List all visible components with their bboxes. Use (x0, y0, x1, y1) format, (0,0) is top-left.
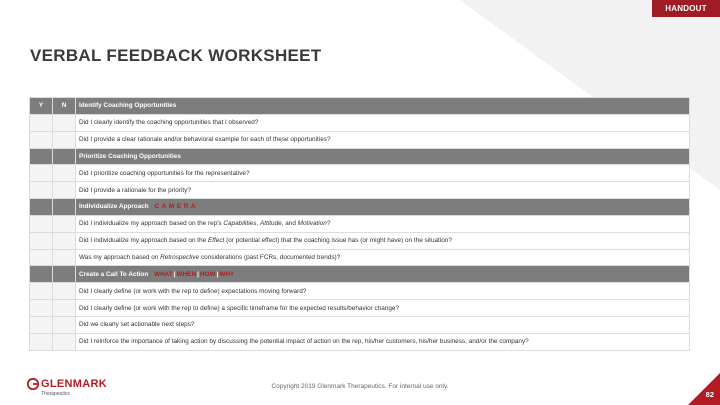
yes-checkbox[interactable] (30, 114, 53, 131)
question-row (30, 300, 690, 317)
page-title: VERBAL FEEDBACK WORKSHEET (30, 46, 322, 65)
column-n-header: N (53, 98, 76, 115)
yes-checkbox[interactable] (30, 131, 53, 148)
accent-word: WHAT (154, 270, 173, 278)
yes-checkbox[interactable] (30, 283, 53, 300)
yes-checkbox[interactable] (30, 165, 53, 182)
accent-word: WHY (219, 270, 235, 278)
no-checkbox[interactable] (53, 249, 76, 266)
emphasis-text: Retrospective (160, 254, 200, 262)
column-y-header: Y (30, 98, 53, 115)
corner-triangle-icon (688, 373, 720, 405)
no-checkbox[interactable] (53, 316, 76, 333)
question-text-part: , (256, 220, 260, 228)
question-text: Did I clearly identify the coaching opportunities that I observed? (76, 114, 690, 131)
no-checkbox[interactable] (53, 165, 76, 182)
section-title (76, 199, 690, 216)
camera-acronym: CAMERA (154, 203, 199, 211)
logo-text: GLENMARK (41, 378, 107, 390)
yes-checkbox[interactable] (30, 249, 53, 266)
section-n-cell (53, 199, 76, 216)
question-text: Did I clearly define (or work with the rep to define) a specific timeframe for the expected results/behavior change? (76, 300, 690, 317)
handout-badge: HANDOUT (652, 0, 720, 17)
no-checkbox[interactable] (53, 283, 76, 300)
yes-checkbox[interactable] (30, 232, 53, 249)
question-row (30, 283, 690, 300)
question-text-part: Was my approach based on (79, 254, 161, 262)
yes-checkbox[interactable] (30, 215, 53, 232)
yes-checkbox[interactable] (30, 300, 53, 317)
question-text-part: Did I individualize my approach based on the rep's (79, 220, 224, 228)
section-title-text: Create a Call To Action (79, 270, 149, 278)
question-text: Did I clearly define (or work with the rep to define) expectations moving forward? (76, 283, 690, 300)
section-title: Prioritize Coaching Opportunities (76, 148, 690, 165)
emphasis-text: Attitude (260, 220, 282, 228)
question-row (30, 249, 690, 266)
section-n-cell (53, 148, 76, 165)
question-row (30, 215, 690, 232)
yes-checkbox[interactable] (30, 333, 53, 350)
yes-checkbox[interactable] (30, 316, 53, 333)
accent-word: WHEN (176, 270, 197, 278)
no-checkbox[interactable] (53, 114, 76, 131)
logo-subtext: Therapeutics (41, 391, 70, 397)
page-number-corner (688, 373, 720, 405)
section-header-row (30, 98, 690, 115)
question-text: Did I provide a clear rationale and/or behavioral example for each of these opportunities? (76, 131, 690, 148)
section-title-text: Individualize Approach (79, 203, 149, 211)
question-text: Did I prioritize coaching opportunities for the representative? (76, 165, 690, 182)
section-header-row (30, 148, 690, 165)
emphasis-text: Capabilities (223, 220, 257, 228)
no-checkbox[interactable] (53, 215, 76, 232)
question-row (30, 316, 690, 333)
no-checkbox[interactable] (53, 131, 76, 148)
question-text: Did I provide a rationale for the priority? (76, 182, 690, 199)
yes-checkbox[interactable] (30, 182, 53, 199)
question-text (76, 215, 690, 232)
section-y-cell (30, 148, 53, 165)
section-y-cell (30, 266, 53, 283)
section-header-row (30, 199, 690, 216)
question-text (76, 232, 690, 249)
separator: | (173, 270, 176, 278)
question-text: Did I reinforce the importance of taking action by discussing the potential impact of action on the rep, his/her customers, his/her business, and/or the company? (76, 333, 690, 350)
question-row (30, 131, 690, 148)
copyright-text: Copyright 2019 Glenmark Therapeutics. For internal use only. (271, 383, 449, 390)
section-title: Identify Coaching Opportunities (76, 98, 690, 115)
question-row (30, 182, 690, 199)
section-n-cell (53, 266, 76, 283)
no-checkbox[interactable] (53, 300, 76, 317)
call-to-action-words (154, 271, 234, 278)
page-number: 82 (705, 390, 714, 399)
question-text-part: , and (281, 220, 298, 228)
question-text-part: Did I individualize my approach based on the (79, 237, 208, 245)
section-title (76, 266, 690, 283)
emphasis-text: Motivation (297, 220, 327, 228)
separator: | (197, 270, 199, 278)
no-checkbox[interactable] (53, 333, 76, 350)
no-checkbox[interactable] (53, 232, 76, 249)
question-text: Did we clearly set actionable next steps? (76, 316, 690, 333)
worksheet-table (29, 97, 690, 351)
no-checkbox[interactable] (53, 182, 76, 199)
question-row (30, 333, 690, 350)
section-header-row (30, 266, 690, 283)
question-row (30, 165, 690, 182)
section-y-cell (30, 199, 53, 216)
question-text-part: considerations (past FCRs, documented trends)? (199, 254, 341, 262)
accent-word: HOW (199, 270, 216, 278)
question-row (30, 114, 690, 131)
question-row (30, 232, 690, 249)
separator: | (216, 270, 219, 278)
question-text-part: (or potential effect) that the coaching issue has (or might have) on the situation? (224, 237, 452, 245)
emphasis-text: Effect (207, 237, 225, 245)
question-text (76, 249, 690, 266)
question-text-part: ? (326, 220, 331, 228)
